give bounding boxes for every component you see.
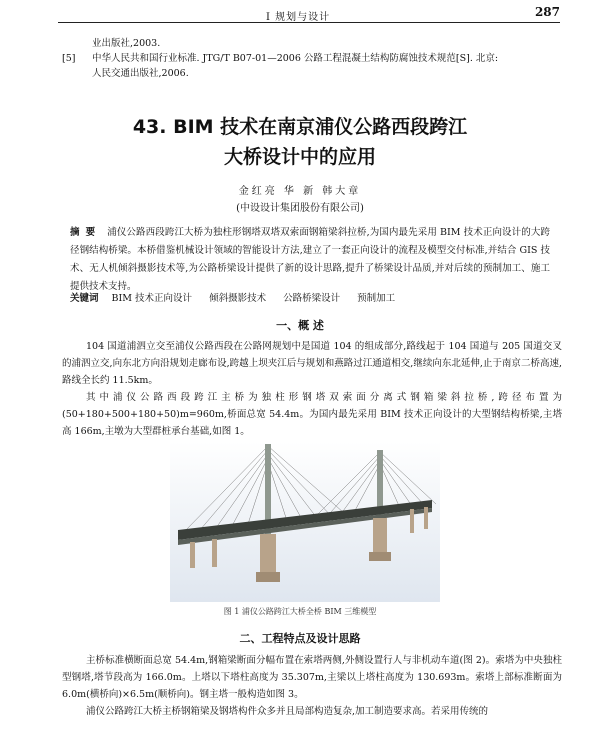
side-pier <box>410 509 414 533</box>
section-heading-design: 二、工程特点及设计思路 <box>239 632 361 645</box>
keyword: 预制加工 <box>357 293 396 304</box>
paragraph-overview-1: 104 国道浦泗立交至浦仪公路西段在公路网规划中是国道 104 的组成部分,路线起于 104 国道与 205 国道交叉的浦泗立交,向东北方向沿规划走廊布设,跨越上坝夹江后与规划和燕路过江通道相交,继续向东北延伸,止于南京二桥高速,路线全长约 11.5km。 <box>62 341 562 386</box>
reference-line <box>62 51 562 66</box>
reference-line <box>62 66 562 81</box>
reference-number: [5] <box>62 53 76 64</box>
pile-cap-right <box>369 552 391 561</box>
keyword: BIM 技术正向设计 <box>111 293 193 304</box>
figure-caption: 图 1 浦仪公路跨江大桥全桥 BIM 三维模型 <box>223 607 377 616</box>
article-title <box>40 112 560 172</box>
side-pier <box>190 542 195 568</box>
abstract-label: 摘要 <box>70 227 102 238</box>
abstract-text: 浦仪公路西段跨江大桥为独柱形钢塔双塔双索面钢箱梁斜拉桥,为国内最先采用 BIM 技术正向设计的大跨径钢结构桥梁。本桥借鉴机械设计领域的智能设计方法,建立了一套正向设计的流程及模型交付标准,并结合 GIS 技术、无人机倾斜摄影技术等,为公路桥梁设计提供了新的设计思路,提升了桥梁设计品质,并对后续的预制加工、施工提供技术支持。 <box>70 227 550 292</box>
main-pier-right <box>373 518 387 554</box>
keywords-label: 关键词 <box>70 293 99 304</box>
keyword: 公路桥梁设计 <box>283 293 341 304</box>
page-number: 287 <box>534 5 560 19</box>
header-section: I 规划与设计 <box>266 12 331 23</box>
reference-text: 人民交通出版社,2006. <box>92 68 189 79</box>
paragraph-design-2: 浦仪公路跨江大桥主桥钢箱梁及钢塔构件众多并且局部构造复杂,加工制造要求高。若采用传统的 <box>86 706 489 717</box>
keywords <box>70 290 550 304</box>
authors: 金红亮 华 新 韩大章 <box>238 186 362 197</box>
paragraph-design-1: 主桥标准横断面总宽 54.4m,钢箱梁断面分幅布置在索塔两侧,外侧设置行人与非机动车道(图 2)。索塔为中央独柱型钢塔,塔节段高为 166.0m。上塔以下塔柱高度为 35.307m,主梁以上塔柱高度为 130.693m。索塔上部标准断面为 6.0m(横桥向)×6.5m(顺桥向)。钢主塔一般构造如图 3。 <box>62 655 562 700</box>
section-heading-overview: 一、概 述 <box>276 319 324 332</box>
title-line-2: 大桥设计中的应用 <box>223 146 376 168</box>
side-pier <box>212 539 217 567</box>
reference-text: 业出版社,2003. <box>92 38 161 49</box>
side-pier <box>424 507 428 529</box>
reference-line <box>62 36 562 51</box>
reference-number <box>62 66 92 81</box>
reference-text: 中华人民共和国行业标准. JTG/T B07-01—2006 公路工程混凝土结构防腐蚀技术规范[S]. 北京: <box>92 53 499 64</box>
reference-number <box>62 36 92 51</box>
running-header <box>58 6 560 23</box>
bridge-bim-model-figure <box>170 442 440 602</box>
references-tail <box>62 36 562 81</box>
keyword: 倾斜摄影技术 <box>209 293 267 304</box>
pile-cap-left <box>256 572 280 582</box>
title-line-1: 43. BIM 技术在南京浦仪公路西段跨江 <box>132 116 468 138</box>
paragraph-overview-2: 其中浦仪公路西段跨江主桥为独柱形钢塔双索面分离式钢箱梁斜拉桥,跨径布置为(50+180+500+180+50)m=960m,桥面总宽 54.4m。为国内最先采用 BIM 技术正向设计的大型钢结构桥梁,主塔高 166m,主墩为大型群桩承台基础,如图 1。 <box>62 392 562 437</box>
abstract <box>70 224 550 296</box>
affiliation: (中设设计集团股份有限公司) <box>236 203 364 214</box>
main-pier-left <box>260 534 276 574</box>
